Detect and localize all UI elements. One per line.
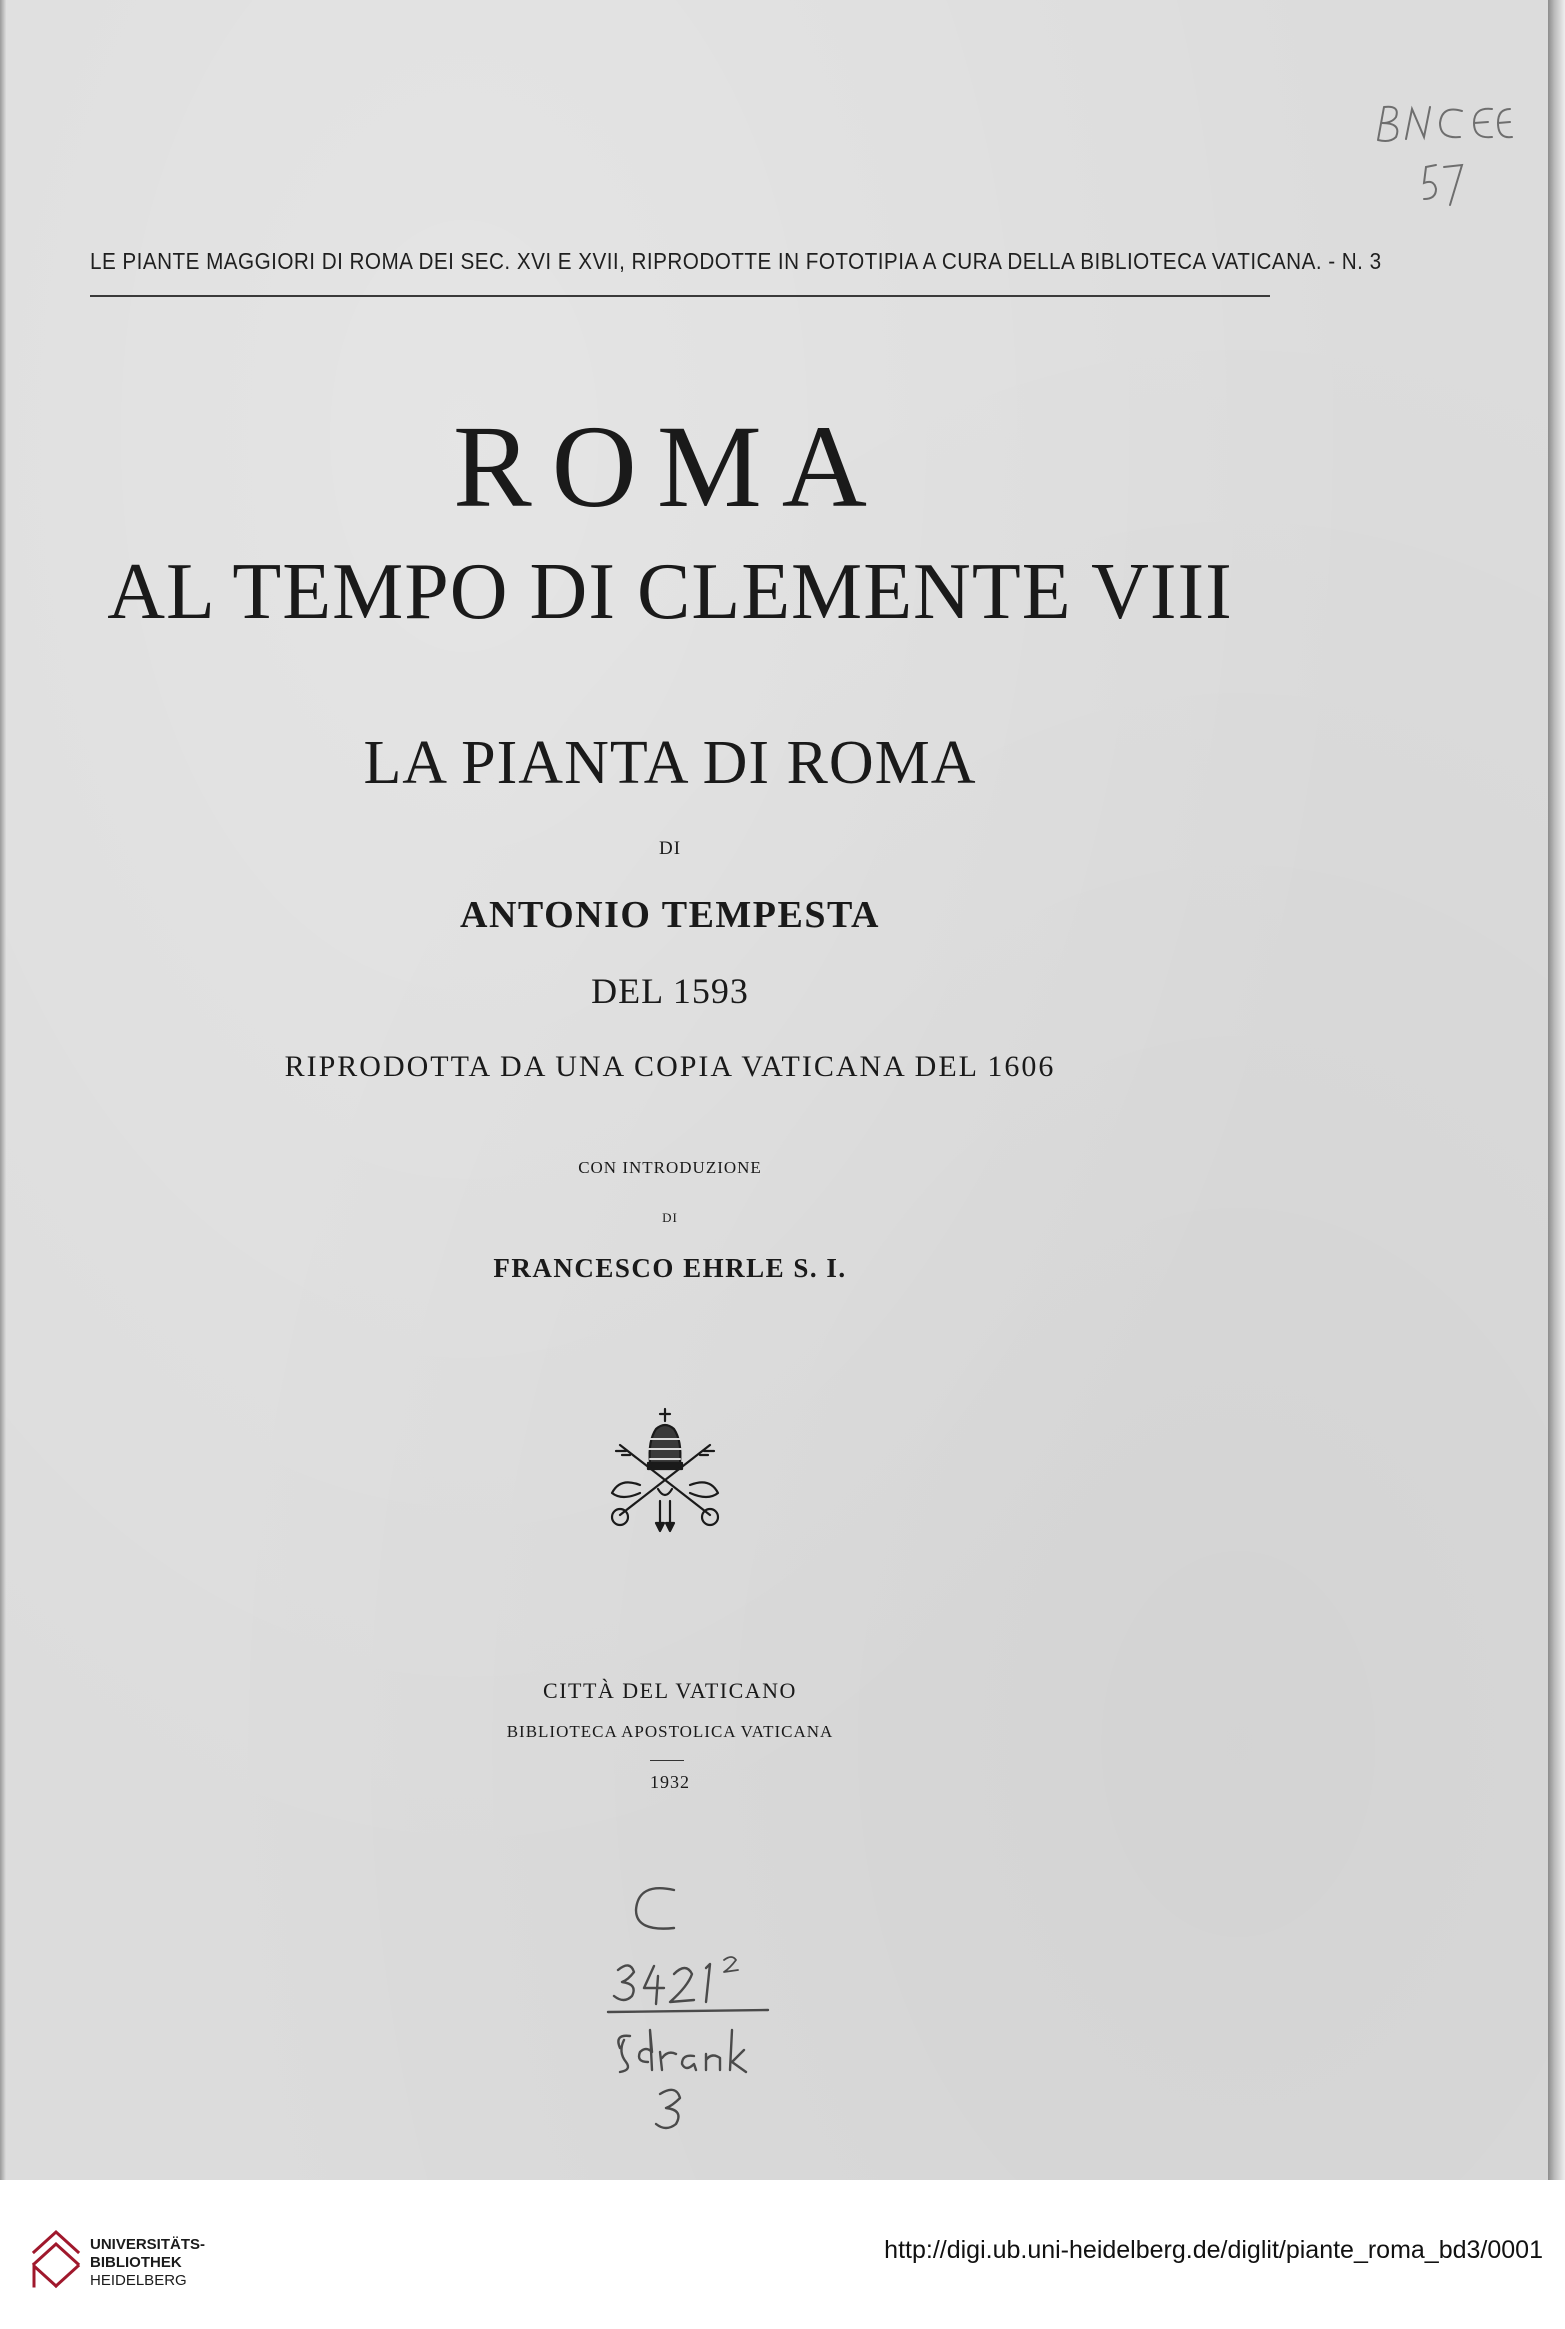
title-subtitle: AL TEMPO DI CLEMENTE VIII <box>107 548 1233 636</box>
ub-heidelberg-logo-icon <box>30 2228 84 2290</box>
title-main: ROMA <box>452 401 888 532</box>
institution-name-line2: BIBLIOTHEK <box>90 2254 182 2271</box>
publication-year: 1932 <box>650 1772 690 1792</box>
institution-name-line3: HEIDELBERG <box>90 2272 187 2289</box>
title-work: LA PIANTA DI ROMA <box>363 729 977 797</box>
title-editor: FRANCESCO EHRLE S. I. <box>493 1253 847 1283</box>
papal-tiara-crossed-keys-icon <box>600 1405 730 1535</box>
title-by: DI <box>658 838 682 859</box>
publisher-city: CITTÀ DEL VATICANO <box>543 1678 797 1703</box>
permalink-url[interactable]: http://digi.ub.uni-heidelberg.de/diglit/piante_roma_bd3/0001 <box>884 2236 1543 2264</box>
page-right-edge <box>1548 0 1565 2180</box>
title-date: DEL 1593 <box>591 971 749 1011</box>
publisher-library: BIBLIOTECA APOSTOLICA VATICANA <box>506 1722 834 1741</box>
title-author: ANTONIO TEMPESTA <box>460 894 880 936</box>
handwritten-shelfmark <box>590 1880 790 2140</box>
handwritten-note-top-right <box>1370 95 1520 215</box>
page-left-edge <box>0 0 6 2180</box>
title-reproduction: RIPRODOTTA DA UNA COPIA VATICANA DEL 1606 <box>284 1050 1056 1083</box>
institution-name-line1: UNIVERSITÄTS- <box>90 2236 206 2253</box>
publisher-rule <box>650 1760 684 1761</box>
title-by-editor: DI <box>662 1210 678 1225</box>
title-introduction: CON INTRODUZIONE <box>578 1158 762 1177</box>
series-header-rule <box>90 295 1270 297</box>
series-header: LE PIANTE MAGGIORI DI ROMA DEI SEC. XVI E XVII, RIPRODOTTE IN FOTOTIPIA A CURA DELLA BIBLIOTECA VATICANA. - N. 3 <box>90 248 1382 274</box>
